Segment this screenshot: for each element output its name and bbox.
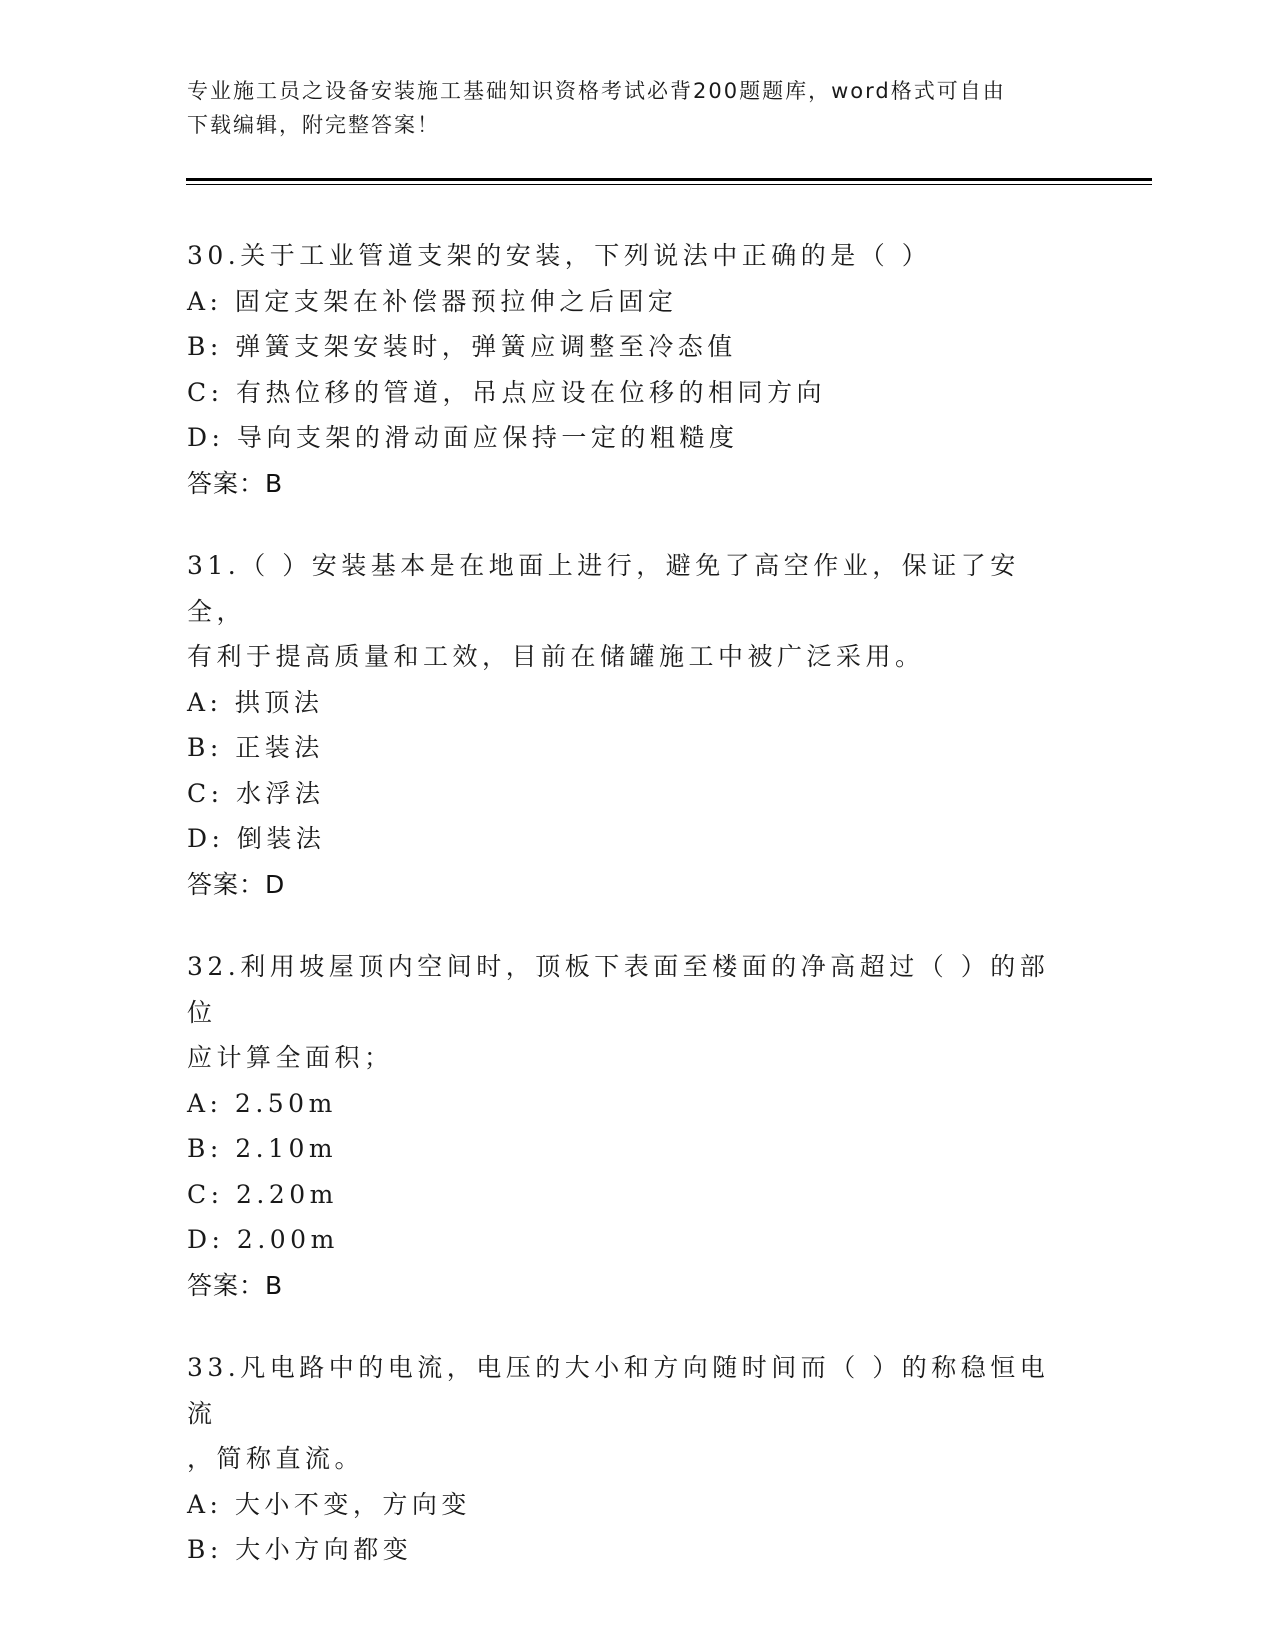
question-33 [187,1345,1067,1573]
option-d: D: 导向支架的滑动面应保持一定的粗糙度 [187,423,739,452]
option-c: C: 水浮法 [187,778,325,808]
header-line-2: 下载编辑，附完整答案！ [187,113,440,137]
question-stem-line-2: ，简称直流。 [187,1444,365,1473]
question-stem-line-1: 33.凡电路中的电流，电压的大小和方向随时间而（ ）的称稳恒电流 [187,1353,1050,1428]
option-a: A: 2.50m [187,1088,337,1118]
option-c: C: 有热位移的管道，吊点应设在位移的相同方向 [187,377,826,407]
option-c: C: 2.20m [187,1179,338,1209]
option-a: A: 固定支架在补偿器预拉伸之后固定 [187,286,678,316]
option-b: B: 正装法 [187,733,324,762]
question-30 [187,233,1067,506]
question-stem: 30.关于工业管道支架的安装，下列说法中正确的是（ ） [187,241,932,270]
option-d: D: 倒装法 [187,824,326,853]
option-b: B: 2.10m [187,1134,338,1163]
option-a: A: 拱顶法 [187,687,324,717]
option-a: A: 大小不变，方向变 [187,1489,471,1519]
header-divider-thick [186,178,1152,181]
question-32 [187,944,1067,1308]
answer-line: 答案：D [187,869,286,899]
header-divider-thin [186,184,1152,185]
question-list [187,233,1067,1610]
option-d: D: 2.00m [187,1225,339,1254]
header-line-1: 专业施工员之设备安装施工基础知识资格考试必背200题题库，word格式可自由 [187,79,1006,103]
answer-line: 答案：B [187,468,284,498]
question-stem-line-2: 应计算全面积； [187,1043,394,1072]
document-header [187,74,1067,142]
question-stem-line-1: 32.利用坡屋顶内空间时，顶板下表面至楼面的净高超过（ ）的部位 [187,952,1050,1027]
option-b: B: 大小方向都变 [187,1535,413,1564]
option-b: B: 弹簧支架安装时，弹簧应调整至冷态值 [187,332,737,361]
question-stem-line-1: 31.（ ）安装基本是在地面上进行，避免了高空作业，保证了安全， [187,551,1020,626]
answer-line: 答案：B [187,1270,284,1300]
question-31 [187,543,1067,907]
question-stem-line-2: 有利于提高质量和工效，目前在储罐施工中被广泛采用。 [187,642,925,671]
